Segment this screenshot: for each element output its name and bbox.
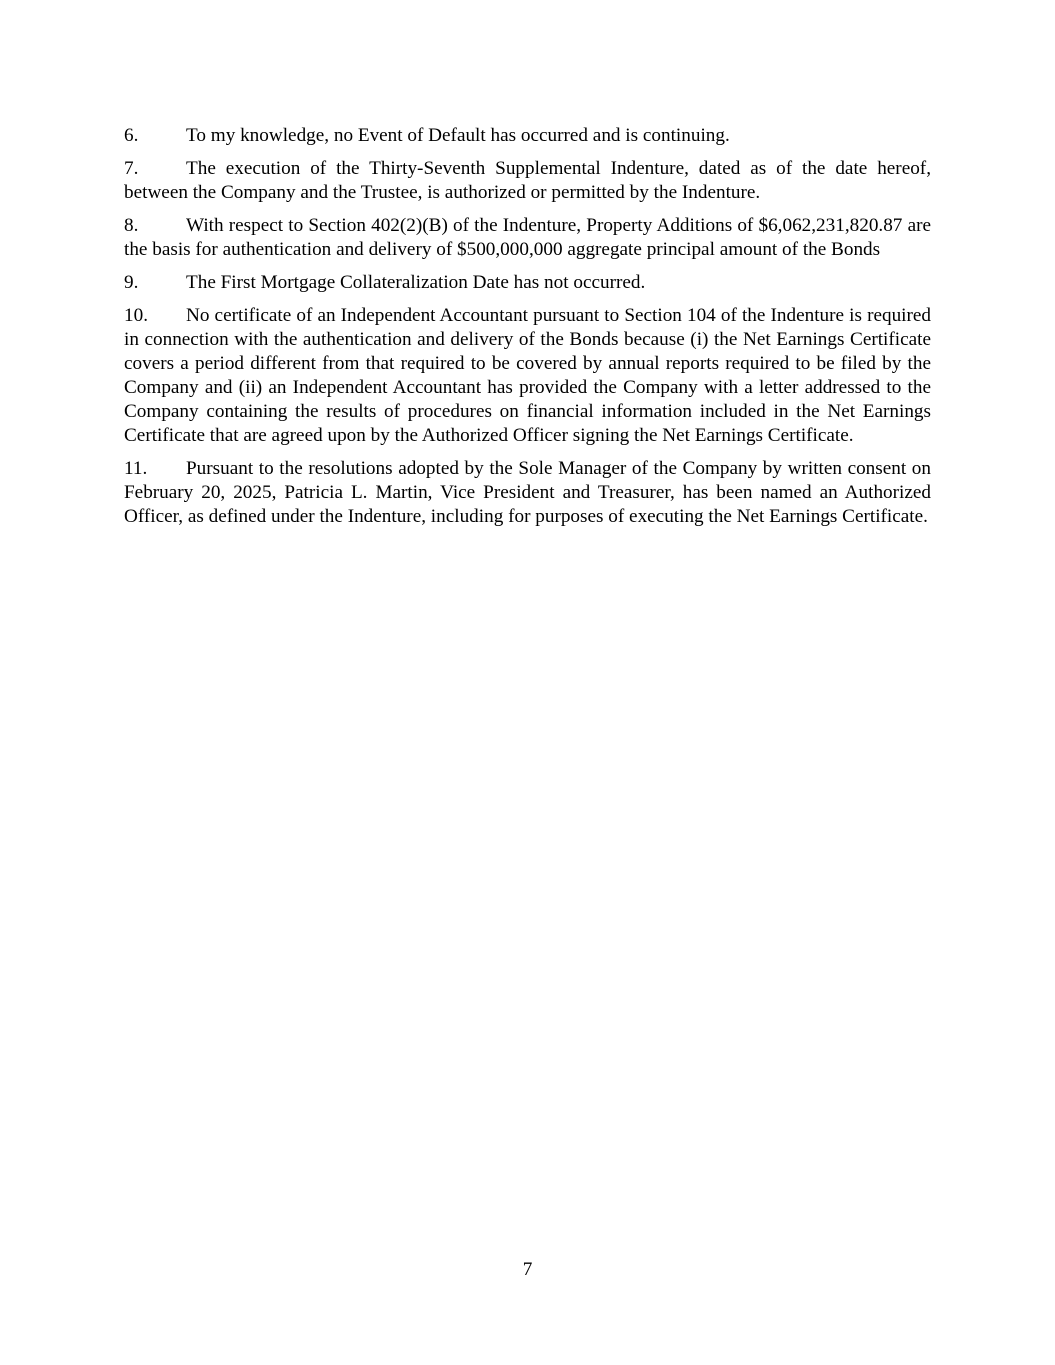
paragraph-text: To my knowledge, no Event of Default has occurred and is continuing. xyxy=(186,125,730,146)
paragraph-text: No certificate of an Independent Accountant pursuant to Section 104 of the Indenture is required in connection with the authentication and delivery of the Bonds because (i) the Net Earnings Certificate covers a period different from that required to be covered by annual reports required to be filed by the Company and (ii) an Independent Accountant has provided the Company with a letter addressed to the Company containing the results of procedures on financial information included in the Net Earnings Certificate that are agreed upon by the Authorized Officer signing the Net Earnings Certificate. xyxy=(124,305,931,446)
paragraph-9 xyxy=(124,271,931,295)
paragraph-11 xyxy=(124,457,931,529)
paragraph-number: 9. xyxy=(124,272,139,293)
paragraph-6 xyxy=(124,124,931,148)
paragraph-text: With respect to Section 402(2)(B) of the Indenture, Property Additions of $6,062,231,820.87 are the basis for authentication and delivery of $500,000,000 aggregate principal amount of the Bonds xyxy=(124,215,931,260)
paragraph-7 xyxy=(124,157,931,205)
paragraph-number: 8. xyxy=(124,215,139,236)
paragraph-text: The execution of the Thirty-Seventh Supplemental Indenture, dated as of the date hereof, between the Company and the Trustee, is authorized or permitted by the Indenture. xyxy=(124,158,931,203)
paragraph-text: Pursuant to the resolutions adopted by the Sole Manager of the Company by written consent on February 20, 2025, Patricia L. Martin, Vice President and Treasurer, has been named an Authorized Officer, as defined under the Indenture, including for purposes of executing the Net Earnings Certificate. xyxy=(124,458,931,527)
paragraph-10 xyxy=(124,304,931,448)
paragraph-number: 11. xyxy=(124,458,148,479)
paragraph-8 xyxy=(124,214,931,262)
paragraph-number: 7. xyxy=(124,158,139,179)
page-number: 7 xyxy=(522,1259,533,1280)
document-body xyxy=(124,124,931,538)
paragraph-number: 10. xyxy=(124,305,148,326)
paragraph-text: The First Mortgage Collateralization Date has not occurred. xyxy=(186,272,646,293)
paragraph-number: 6. xyxy=(124,125,139,146)
